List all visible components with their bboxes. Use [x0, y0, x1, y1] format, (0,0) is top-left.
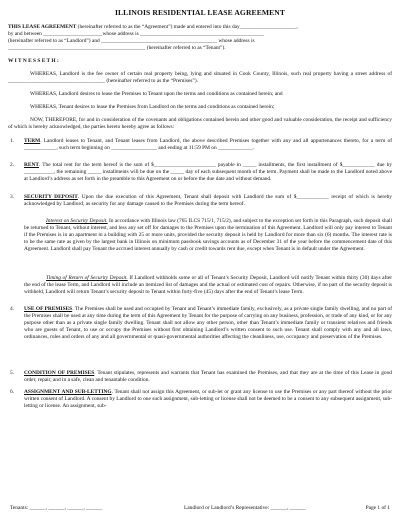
section-3-number: 3.	[10, 194, 15, 200]
section-3-heading: SECURITY DEPOSIT	[24, 194, 78, 200]
whereas-clause-3: WHEREAS, Tenant desires to lease the Premises from Landlord on the terms and conditions as contained herein;	[30, 104, 275, 110]
interest-paragraph	[24, 218, 392, 253]
section-4-number: 4.	[10, 306, 15, 312]
section-2-heading: RENT	[24, 162, 39, 168]
section-1-heading: TERM	[24, 138, 41, 144]
witnesseth-heading: W I T N E S S E T H :	[8, 58, 59, 64]
section-5-number: 5.	[10, 370, 15, 376]
section-5-heading: CONDITION OF PREMISES	[24, 370, 95, 376]
timing-paragraph	[24, 275, 392, 296]
section-6-heading: ASSIGNMENT AND SUB-LETTING	[24, 389, 112, 395]
section-5-text: . Tenant stipulates, represents and warrants that Tenant has examined the Premises, and that they are at the time of this Lease in good order, repair, and in a safe, clean and tenantable condition.	[24, 370, 392, 383]
intro-lead: THIS LEASE AGREEMENT	[8, 24, 77, 30]
page-number: Page 1 of 1	[365, 505, 390, 511]
intro-line-4: ___________________________________________________ (hereinafter referred to as “Tenant”).	[8, 45, 226, 51]
section-3-security-deposit	[24, 194, 392, 208]
section-3-text: . Upon the due execution of this Agreement, Tenant shall deposit with Landlord the sum of $____________ receipt of which is hereby acknowledged by Landlord, as security for any damage caused to the Premises during the term hereof.	[24, 194, 393, 207]
section-4-use-of-premises	[24, 306, 392, 341]
whereas-clause-2: WHEREAS, Landlord desires to lease the Premises to Tenant upon the terms and conditions as contained herein; and	[30, 91, 283, 97]
section-6-assignment	[24, 389, 392, 410]
section-6-text: . Tenant shall not assign this Agreement, or sub-let or grant any license to use the Premises or any part thereof without the prior written consent of Landlord. A consent by Landlord to one such assignment, sub-letting or license shall not be deemed to be a consent to any subsequent assignment, sub-letting or license. An assignment, sub-	[24, 389, 393, 409]
section-6-number: 6.	[10, 389, 15, 395]
section-1-text: . Landlord leases to Tenant, and Tenant leases from Landlord, the above described Premises together with any and all appurtenances thereto, for a term of ____________, such term beginning on _________________ and ending at 11:59 PM on _____________.	[24, 138, 392, 151]
section-2-rent	[24, 162, 392, 183]
intro-line-2: by and between ______________________whose address is ______________________________________________	[8, 31, 265, 37]
section-5-condition	[24, 370, 392, 384]
section-1-number: 1.	[10, 138, 15, 144]
section-1-term	[24, 138, 392, 152]
tenant-initials: Tenants: ______, ______, ______, ______	[10, 505, 103, 511]
timing-heading: Timing of Return of Security Deposit.	[46, 275, 128, 281]
interest-text: In accordance with Illinois law (765 ILCS 715/1, 715/2), and subject to the exception set forth in this Paragraph, such deposit shall be returned to Tenant, without interest, and less any set off for damages to the Premises upon the termination of this Agreement. Landlord will only pay interest to Tenant if the Premises is in an apartment in a building with 25 or more units, provided the security deposit is held by Landlord for more than six (6) months. The interest rate is to be the same rate as given by the largest bank in Illinois on minimum passbook savings accounts as of December 31 of the year before the commencement date of this Agreement. Landlord shall pay Tenant the accrued interest annually by cash or credit towards rent due, except when Tenant is in default under the Agreement.	[24, 218, 392, 252]
now-therefore-clause: NOW, THEREFORE, for and in consideration of the covenants and obligations contained herein and other good and valuable consideration, the receipt and sufficiency of which is hereby acknowledged, the parties hereto hereby agree as follows:	[8, 117, 392, 130]
whereas-clause-1: WHEREAS, Landlord is the fee owner of certain real property being, lying and situated in Cook County, Illinois, such real property having a street address of ____________________________________ (hereinafter referred to as the “Premises”).	[8, 71, 392, 84]
document-title: ILLINOIS RESIDENTIAL LEASE AGREEMENT	[114, 8, 286, 17]
section-4-heading: USE OF PREMISES	[24, 306, 73, 312]
section-4-text: . The Premises shall be used and occupied by Tenant and Tenant’s immediate family, exclusively, as a private single family dwelling, and no part of the Premises shall be used at any time during the term of this Agreement by Tenant for the purpose of carrying on any business, profession, or trade of any kind, or for any purpose other than as a private single family dwelling. Tenant shall not allow any other person, other than Tenant’s immediate family or transient relatives and friends who are guests of Tenant, to use or occupy the Premises without first obtaining Landlord’s written consent to such use. Tenant shall comply with any and all laws, ordinances, rules and orders of any and all governmental or quasi-governmental authorities affecting the cleanliness, use, occupancy and preservation of the Premises.	[24, 306, 392, 340]
intro-line-1	[8, 24, 392, 31]
section-2-number: 2.	[10, 162, 15, 168]
landlord-initials: Landlord or Landlord’s Representative: ______, ______	[184, 505, 306, 511]
interest-heading: Interest on Security Deposit.	[46, 218, 108, 224]
intro-line-3: (hereinafter referred to as “Landlord”) and ___________________________________________ whose address is	[8, 38, 255, 44]
intro-line-1-text: (hereinafter referred to as the “Agreement”) made and entered into this day_____________________,	[76, 24, 298, 30]
section-2-text: . The total rent for the term hereof is the sum of $_______________________ payable in _____ installments, the first installment of $____________ due by ___________, the remaining _____ installments will be due on the _____ day of each subsequent month of the term. Payment shall be made to the Landlord noted above at Landlord’s address as set forth in the preamble to this Agreement on or before the due date and without demand.	[24, 162, 392, 182]
timing-text: If Landlord withholds some or all of Tenant’s Security Deposit, Landlord will notify Tenant within thirty (30) days after the end of the lease Term, and Landlord will include an itemized list of damages and the actual or estimated cost of repairs. Otherwise, if no part of the security deposit is withheld, Landlord will return Tenant’s security deposit to Tenant within forty-five (45) days after the end of Tenant’s lease Term.	[24, 275, 393, 295]
